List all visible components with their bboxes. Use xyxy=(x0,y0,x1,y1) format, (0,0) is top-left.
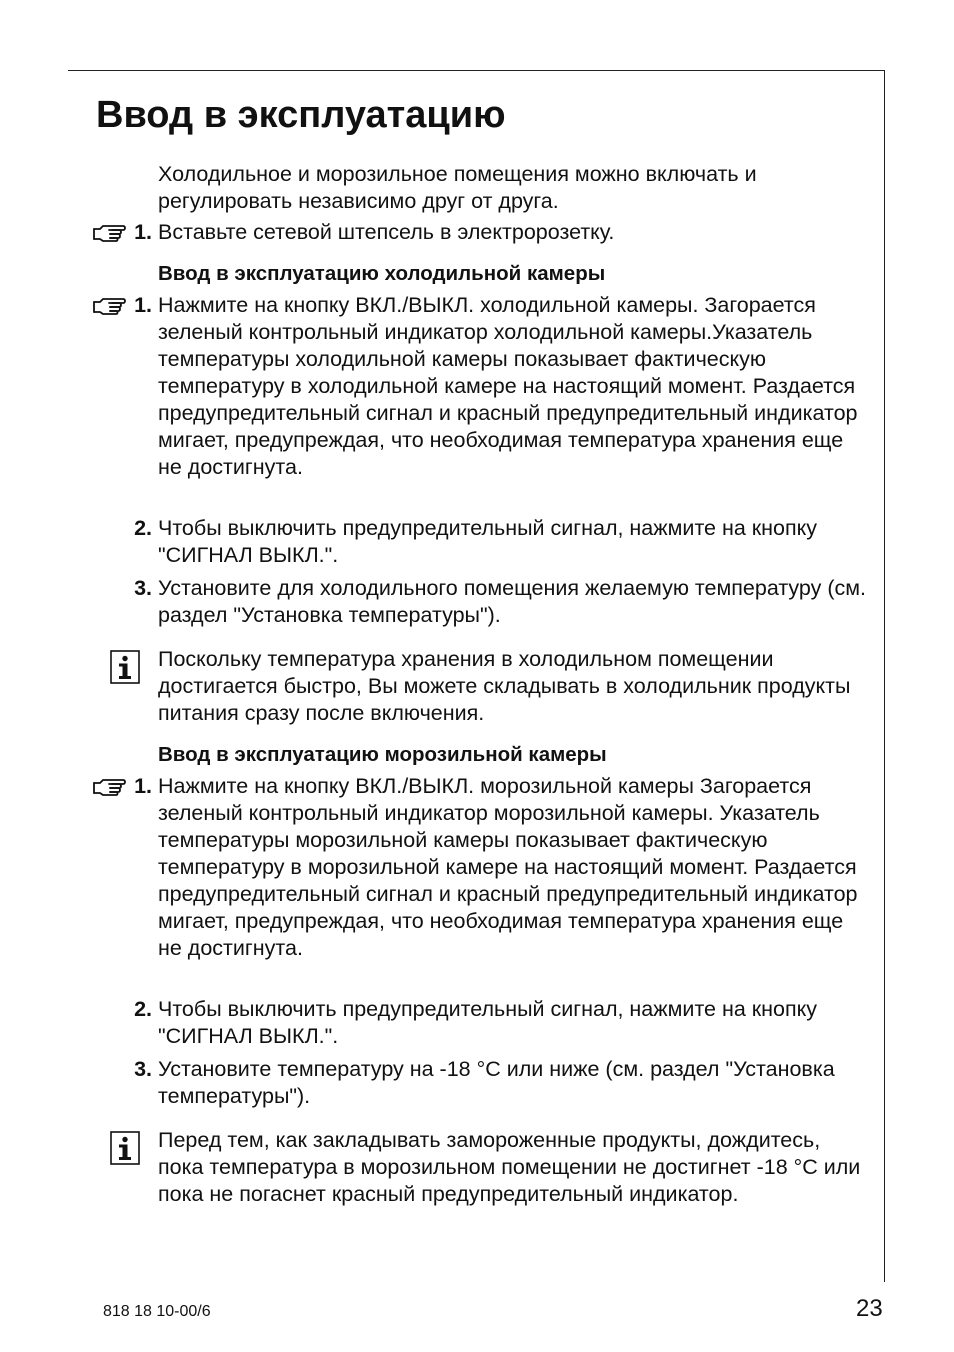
fridge-step-2-text: Чтобы выключить предупредительный сигнал, нажмите на кнопку "СИГНАЛ ВЫКЛ.". xyxy=(158,516,818,567)
freezer-step-3-text: Установите температуру на -18 °C или ниже (см. раздел "Установка температуры"). xyxy=(158,1057,835,1108)
fridge-step-3-text: Установите для холодильного помещения желаемую температуру (см. раздел "Установка температуры"). xyxy=(158,576,867,627)
freezer-step-2-number: 2. xyxy=(134,997,152,1021)
right-rule xyxy=(884,70,885,1282)
fridge-step-1-number: 1. xyxy=(134,293,152,317)
fridge-step-3-number: 3. xyxy=(134,576,152,600)
info-icon xyxy=(110,1131,140,1165)
page-title: Ввод в эксплуатацию xyxy=(96,94,506,136)
freezer-step-2-text: Чтобы выключить предупредительный сигнал, нажмите на кнопку "СИГНАЛ ВЫКЛ.". xyxy=(158,997,818,1048)
intro-text: Холодильное и морозильное помещения можно включать и регулировать независимо друг от друга. xyxy=(158,162,757,213)
intro-step-number: 1. xyxy=(134,220,152,244)
fridge-heading: Ввод в эксплуатацию холодильной камеры xyxy=(158,262,606,285)
freezer-heading: Ввод в эксплуатацию морозильной камеры xyxy=(158,743,607,766)
top-rule xyxy=(68,70,885,71)
freezer-step-3-number: 3. xyxy=(134,1057,152,1081)
fridge-step-2-number: 2. xyxy=(134,516,152,540)
fridge-step-1-text: Нажмите на кнопку ВКЛ./ВЫКЛ. холодильной камеры. Загорается зеленый контрольный индикатор холодильной камеры.Указатель температуры холодильной камеры показывает фактическую температуру в холодильной камере на настоящий момент. Раздается предупредительный сигнал и красный предупредительный индикатор мигает, предупреждая, что необходимая температура хранения еще не достигнута. xyxy=(158,293,858,479)
page-number: 23 xyxy=(856,1295,883,1322)
document-code: 818 18 10-00/6 xyxy=(103,1303,211,1320)
freezer-info-text: Перед тем, как закладывать замороженные продукты, дождитесь, пока температура в морозильном помещении не достигнет -18 °C или пока не погаснет красный предупредительный индикатор. xyxy=(158,1128,861,1206)
freezer-step-1-number: 1. xyxy=(134,774,152,798)
info-icon xyxy=(110,650,140,684)
intro-step-text: Вставьте сетевой штепсель в электророзетку. xyxy=(158,220,615,244)
freezer-step-1-text: Нажмите на кнопку ВКЛ./ВЫКЛ. морозильной камеры Загорается зеленый контрольный индикатор морозильной камеры. Указатель температуры морозильной камеры показывает фактическую температуру в морозильной камере на настоящий момент. Раздается предупредительный сигнал и красный предупредительный индикатор мигает, предупреждая, что необходимая температура хранения еще не достигнута. xyxy=(158,774,858,960)
fridge-info-text: Поскольку температура хранения в холодильном помещении достигается быстро, Вы можете складывать в холодильник продукты питания сразу после включения. xyxy=(158,647,851,725)
